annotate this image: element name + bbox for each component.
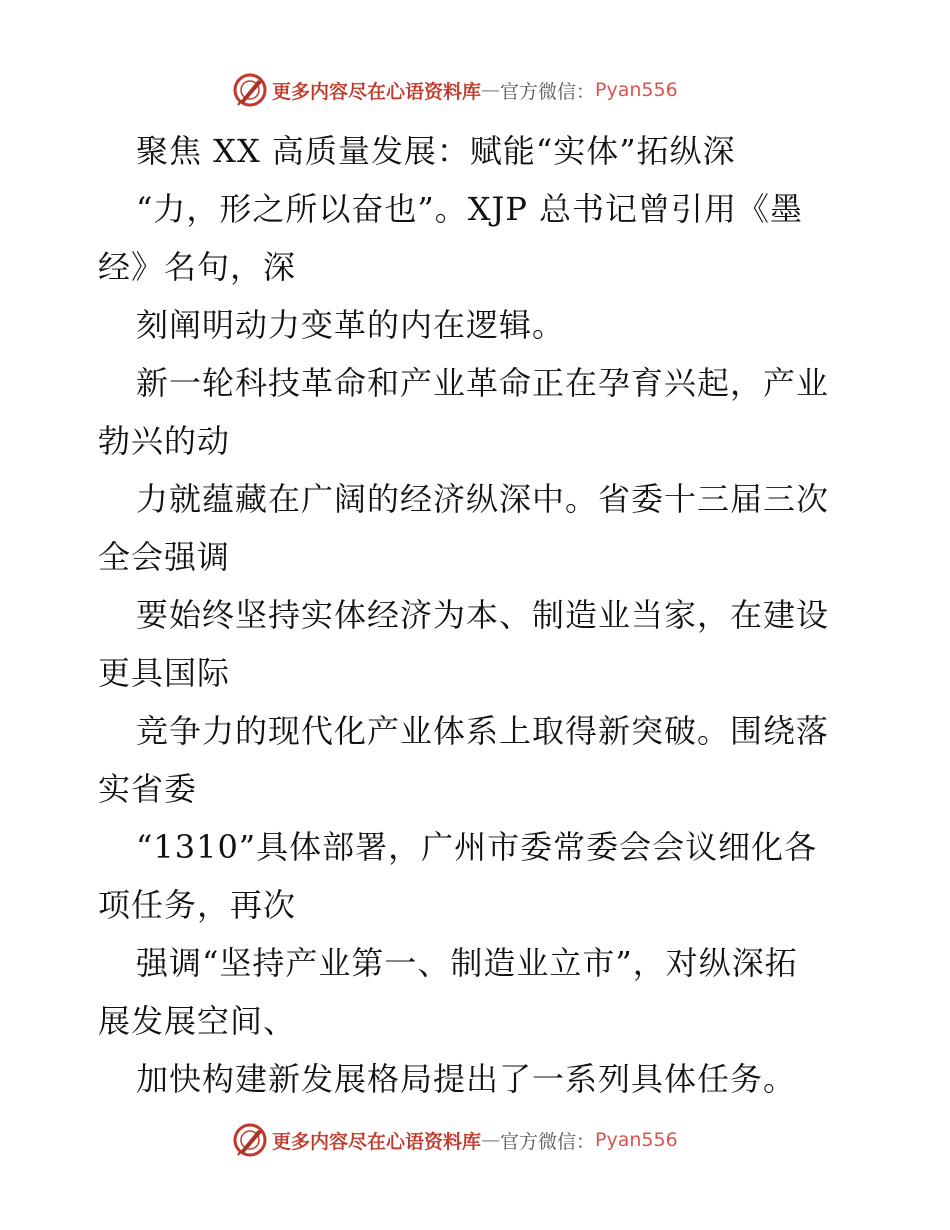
text-line: 竞争力的现代化产业体系上取得新突破。围绕落 bbox=[136, 712, 830, 750]
text-line: 实省委 bbox=[98, 770, 198, 808]
text-line: 展发展空间、 bbox=[98, 1002, 297, 1040]
text-line: “1310”具体部署，广州市委常委会会议细化各 bbox=[136, 828, 818, 866]
text-line: 经》名句，深 bbox=[98, 248, 297, 286]
text-line: “力，形之所以奋也”。XJP 总书记曾引用《墨 bbox=[136, 190, 804, 228]
text-line: 要始终坚持实体经济为本、制造业当家，在建设 bbox=[136, 596, 830, 634]
text-line: 强调“坚持产业第一、制造业立市”，对纵深拓 bbox=[136, 944, 798, 982]
quill-logo-icon bbox=[232, 1122, 268, 1158]
watermark-main: 更多内容尽在心语资料库 bbox=[272, 1130, 482, 1153]
text-line: 加快构建新发展格局提出了一系列具体任务。 bbox=[136, 1060, 797, 1098]
text-line: 力就蕴藏在广阔的经济纵深中。省委十三届三次 bbox=[136, 480, 830, 518]
article-body bbox=[98, 122, 858, 1108]
text-line: 全会强调 bbox=[98, 538, 231, 576]
watermark-sub: 官方微信： bbox=[500, 1130, 596, 1153]
footer-watermark bbox=[232, 1120, 732, 1160]
watermark-dash: — bbox=[481, 1129, 501, 1151]
text-line: 聚焦 XX 高质量发展：赋能“实体”拓纵深 bbox=[136, 132, 736, 170]
text-line: 项任务，再次 bbox=[98, 886, 297, 924]
watermark-dash: — bbox=[481, 79, 501, 101]
watermark-main: 更多内容尽在心语资料库 bbox=[272, 80, 482, 103]
watermark-id: Pyan556 bbox=[595, 1129, 678, 1151]
text-line: 勃兴的动 bbox=[98, 422, 231, 460]
header-watermark bbox=[232, 70, 732, 110]
watermark-sub: 官方微信： bbox=[500, 80, 596, 103]
text-line: 刻阐明动力变革的内在逻辑。 bbox=[136, 306, 566, 344]
text-line: 更具国际 bbox=[98, 654, 231, 692]
quill-logo-icon bbox=[232, 72, 268, 108]
watermark-id: Pyan556 bbox=[595, 79, 678, 101]
text-line: 新一轮科技革命和产业革命正在孕育兴起，产业 bbox=[136, 364, 830, 402]
